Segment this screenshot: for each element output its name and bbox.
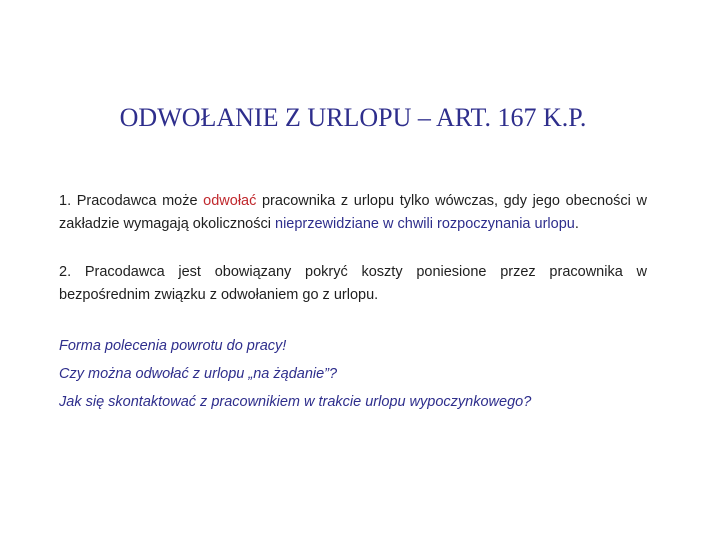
highlight-odwolac: odwołać — [203, 193, 257, 209]
question-3: Jak się skontaktować z pracownikiem w trakcie urlopu wypoczynkowego? — [59, 394, 532, 410]
paragraph-1-text-b: pracownika z urlopu tylko wówczas, gdy jego obecności w zakładzie wymagają okoliczności — [59, 193, 647, 232]
paragraph-1-number: 1. — [59, 193, 72, 209]
question-2: Czy można odwołać z urlopu „na żądanie”? — [59, 366, 338, 382]
paragraph-2 — [59, 261, 647, 307]
paragraph-1-text-a: Pracodawca może — [71, 193, 204, 209]
paragraph-1 — [59, 190, 647, 236]
slide-title: ODWOŁANIE Z URLOPU – ART. 167 K.P. — [119, 103, 587, 132]
highlight-nieprzewidziane: nieprzewidziane w chwili rozpoczynania urlopu — [275, 216, 575, 232]
paragraph-1-end: . — [574, 216, 579, 232]
question-1: Forma polecenia powrotu do pracy! — [59, 338, 287, 354]
paragraph-2-text: 2. Pracodawca jest obowiązany pokryć koszty poniesione przez pracownika w bezpośrednim związku z odwołaniem go z urlopu. — [59, 264, 647, 303]
